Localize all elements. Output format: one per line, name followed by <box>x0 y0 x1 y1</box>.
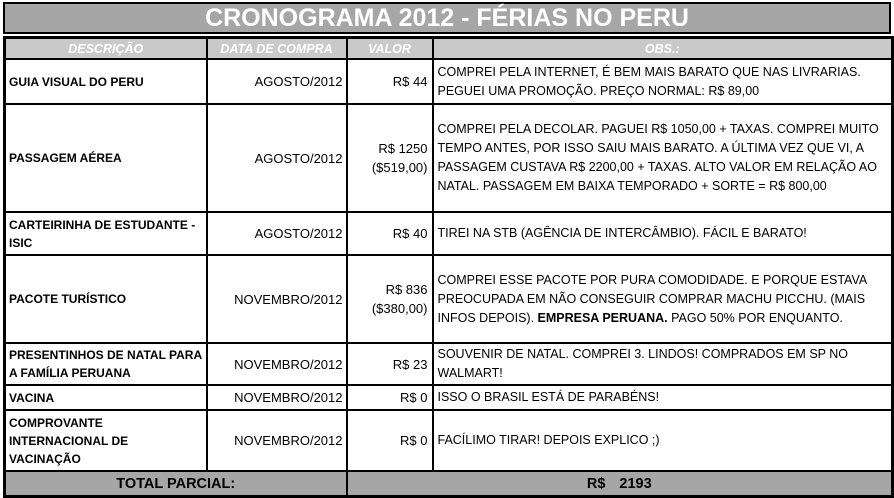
date-cell: NOVEMBRO/2012 <box>207 410 347 471</box>
table-row <box>5 255 893 343</box>
desc-cell: PACOTE TURÍSTICO <box>5 255 207 343</box>
date-cell: AGOSTO/2012 <box>207 59 347 104</box>
value-cell: R$ 0 <box>347 385 433 410</box>
obs-text-bold: EMPRESA PERUANA. <box>537 310 668 325</box>
desc-cell: PRESENTINHOS DE NATAL PARA A FAMÍLIA PERUANA <box>5 343 207 385</box>
table-row <box>5 343 893 385</box>
date-cell: NOVEMBRO/2012 <box>207 255 347 343</box>
obs-cell: TIREI NA STB (AGÊNCIA DE INTERCÂMBIO). FÁCIL E BARATO! <box>433 212 893 255</box>
total-value <box>347 471 893 497</box>
desc-cell: PASSAGEM AÉREA <box>5 104 207 212</box>
value-usd: ($519,00) <box>371 160 428 175</box>
expense-table <box>3 36 894 498</box>
obs-cell: FACÍLIMO TIRAR! DEPOIS EXPLICO ;) <box>433 410 893 471</box>
table-row <box>5 104 893 212</box>
table-row <box>5 410 893 471</box>
desc-cell: CARTEIRINHA DE ESTUDANTE - ISIC <box>5 212 207 255</box>
value-usd: ($380,00) <box>371 301 428 316</box>
spreadsheet <box>3 2 891 498</box>
page-title: CRONOGRAMA 2012 - FÉRIAS NO PERU <box>3 2 891 34</box>
obs-cell <box>433 255 893 343</box>
obs-cell: COMPREI PELA INTERNET, É BEM MAIS BARATO QUE NAS LIVRARIAS. PEGUEI UMA PROMOÇÃO. PREÇO NORMAL: R$ 89,00 <box>433 59 893 104</box>
value-cell: R$ 40 <box>347 212 433 255</box>
table-row <box>5 59 893 104</box>
obs-text: PAGO 50% POR ENQUANTO. <box>667 310 843 325</box>
date-cell: NOVEMBRO/2012 <box>207 385 347 410</box>
table-row <box>5 385 893 410</box>
column-header-descricao: DESCRIÇÃO <box>5 38 207 60</box>
total-row <box>5 471 893 497</box>
table-row <box>5 212 893 255</box>
desc-cell: VACINA <box>5 385 207 410</box>
column-header-valor: VALOR <box>347 38 433 60</box>
obs-cell: ISSO O BRASIL ESTÁ DE PARABÉNS! <box>433 385 893 410</box>
obs-cell: COMPREI PELA DECOLAR. PAGUEI R$ 1050,00 + TAXAS. COMPREI MUITO TEMPO ANTES, POR ISSO SAIU MAIS BARATO. A ÚLTIMA VEZ QUE VI, A PASSAGEM CUSTAVA R$ 2200,00 + TAXAS. ALTO VALOR EM RELAÇÃO AO NATAL. PASSAGEM EM BAIXA TEMPORADO + SORTE = R$ 800,00 <box>433 104 893 212</box>
column-header-obs: OBS.: <box>433 38 893 60</box>
obs-cell: SOUVENIR DE NATAL. COMPREI 3. LINDOS! COMPRADOS EM SP NO WALMART! <box>433 343 893 385</box>
value-cell: R$ 23 <box>347 343 433 385</box>
date-cell: AGOSTO/2012 <box>207 212 347 255</box>
date-cell: NOVEMBRO/2012 <box>207 343 347 385</box>
obs-text: COMPREI ESSE PACOTE POR PURA COMODIDADE. E PORQUE ESTAVA PREOCUPADA EM NÃO CONSEGUIR COMPRAR MACHU PICCHU. (MAIS INFOS DEPOIS). <box>437 272 867 325</box>
total-currency: R$ <box>586 475 606 492</box>
column-header-data-de-compra: DATA DE COMPRA <box>207 38 347 60</box>
value-brl: R$ 1250 <box>378 141 428 156</box>
value-cell: R$ 0 <box>347 410 433 471</box>
desc-cell: GUIA VISUAL DO PERU <box>5 59 207 104</box>
header-row <box>5 38 893 60</box>
value-cell <box>347 104 433 212</box>
date-cell: AGOSTO/2012 <box>207 104 347 212</box>
value-brl: R$ 836 <box>385 282 428 297</box>
desc-cell: COMPROVANTE INTERNACIONAL DE VACINAÇÃO <box>5 410 207 471</box>
value-cell: R$ 44 <box>347 59 433 104</box>
value-cell <box>347 255 433 343</box>
total-label: TOTAL PARCIAL: <box>5 471 347 497</box>
total-amount: 2193 <box>619 475 652 492</box>
